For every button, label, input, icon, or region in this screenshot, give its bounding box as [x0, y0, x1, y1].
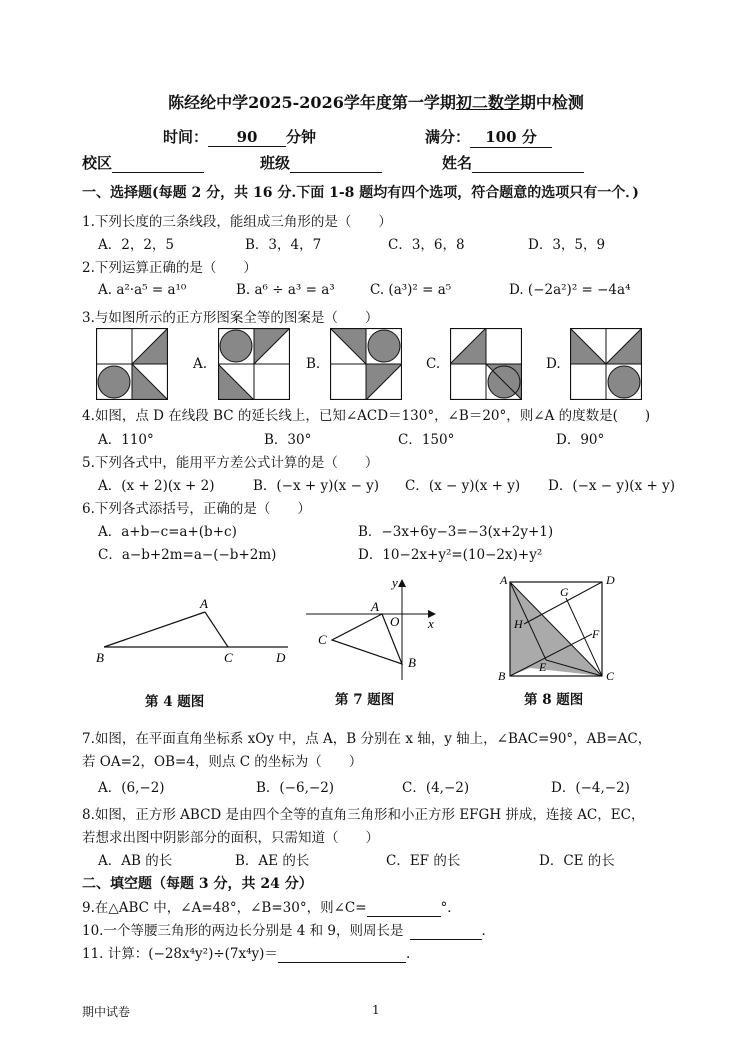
fig7-label-b: B	[408, 655, 416, 670]
fig7-label-o: O	[390, 614, 400, 629]
title-subject: 初二数学	[455, 93, 520, 112]
q3-option-d-figure	[570, 328, 642, 400]
score-info	[425, 126, 552, 148]
q8-stem-line1: 8.如图，正方形 ABCD 是由四个全等的直角三角形和小正方形 EFGH 拼成，连接 AC，EC，	[82, 807, 645, 823]
q8-option-a: A．AB 的长	[98, 853, 173, 869]
q3-option-b-figure	[330, 328, 402, 400]
fig8-label-a: A	[500, 573, 508, 587]
figure-q8-caption: 第 8 题图	[524, 692, 584, 708]
time-info	[163, 126, 316, 147]
fig8-label-e: E	[539, 660, 547, 674]
q8-option-c: C．EF 的长	[386, 853, 461, 869]
page-title	[0, 90, 752, 113]
q4-option-b: B．30°	[264, 432, 312, 448]
q5-option-c: C．(x − y)(x + y)	[405, 478, 521, 494]
q1-stem: 1.下列长度的三条线段，能组成三角形的是（ ）	[82, 214, 392, 230]
q1-option-a: A．2，2，5	[98, 237, 175, 253]
q11	[82, 942, 410, 963]
q5-stem: 5.下列各式中，能用平方差公式计算的是（ ）	[82, 455, 379, 471]
title-exam: 期中检测	[519, 93, 584, 112]
q10-text-end: ．	[481, 923, 496, 939]
title-school: 陈经纶中学2025-2026学年度第一学期	[168, 93, 456, 112]
fig4-label-c: C	[224, 650, 233, 665]
fig7-label-c: C	[318, 632, 327, 647]
q7-option-b: B．(−6,−2)	[256, 780, 335, 796]
q3-option-c-figure	[450, 328, 522, 400]
q11-text-end: .	[405, 946, 411, 962]
q7-option-c: C．(4,−2)	[402, 780, 470, 796]
fig8-label-f: F	[592, 627, 600, 641]
section1-heading: 一、选择题(每题 2 分，共 16 分.下面 1-8 题均有四个选项，符合题意的选项只有一个．)	[82, 185, 639, 201]
page-number: 1	[372, 1003, 380, 1017]
figure-q7-caption: 第 7 题图	[335, 692, 395, 708]
q6-stem: 6.下列各式添括号，正确的是（ ）	[82, 501, 311, 517]
q10-text: 10.一个等腰三角形的两边长分别是 4 和 9，则周长是	[82, 923, 404, 939]
q8-option-b: B．AE 的长	[235, 853, 310, 869]
q11-text: 11. 计算：(−28x⁴y²)÷(7x⁴y)＝	[82, 946, 278, 962]
q3-label-a: A.	[193, 356, 208, 372]
score-value: 100 分	[470, 126, 552, 148]
figure-q4-caption: 第 4 题图	[145, 694, 205, 710]
q10	[82, 919, 495, 940]
q3-original-square	[96, 328, 168, 400]
q8-stem-line2: 若想求出图中阴影部分的面积，只需知道（ ）	[82, 830, 379, 846]
section2-heading: 二、填空题（每题 3 分，共 24 分）	[82, 876, 313, 892]
class-field	[260, 152, 382, 173]
name-field	[442, 152, 584, 173]
time-unit: 分钟	[286, 128, 317, 146]
q4-stem: 4.如图，点 D 在线段 BC 的延长线上，已知∠ACD＝130°，∠B＝20°，则∠A 的度数是( )	[82, 408, 651, 424]
q9-text: 9.在△ABC 中，∠A=48°，∠B=30°，则∠C=	[82, 900, 367, 916]
q6-option-b: B．−3x+6y−3=−3(x+2y+1)	[358, 524, 554, 540]
figure-q8	[494, 572, 624, 684]
q6-option-a: A．a+b−c=a+(b+c)	[98, 524, 237, 540]
q4-option-d: D．90°	[556, 432, 605, 448]
q7-option-d: D．(−4,−2)	[551, 780, 630, 796]
name-label: 姓名	[442, 154, 473, 172]
q1-option-b: B．3，4，7	[245, 237, 322, 253]
fig8-label-h: H	[514, 617, 523, 631]
q3-label-d: D.	[546, 356, 561, 372]
fig8-label-b: B	[498, 669, 506, 683]
q11-answer-blank[interactable]	[278, 946, 406, 963]
q5-option-b: B．(−x + y)(x − y)	[253, 478, 380, 494]
q6-option-d: D．10−2x+y²=(10−2x)+y²	[358, 547, 543, 563]
q3-label-c: C.	[426, 356, 441, 372]
q5-option-d: D．(−x − y)(x + y)	[548, 478, 675, 494]
q3-option-a-figure	[218, 328, 290, 400]
q2-option-d: D. (−2a²)² = −4a⁴	[509, 282, 631, 298]
q3-stem: 3.与如图所示的正方形图案全等的图案是（ ）	[82, 310, 379, 326]
campus-label: 校区	[82, 154, 113, 172]
q7-option-a: A．(6,−2)	[98, 780, 165, 796]
class-label: 班级	[260, 154, 291, 172]
fig4-label-d: D	[276, 650, 286, 665]
q9-answer-blank[interactable]	[367, 900, 441, 917]
q2-stem: 2.下列运算正确的是（ ）	[82, 260, 257, 276]
q3-label-b: B.	[306, 356, 321, 372]
score-label: 满分：	[425, 128, 471, 146]
q7-stem-line2: 若 OA=2，OB=4，则点 C 的坐标为（ ）	[82, 754, 363, 770]
q6-option-c: C．a−b+2m=a−(−b+2m)	[98, 547, 277, 563]
fig8-label-g: G	[560, 585, 569, 599]
fig8-label-d: D	[606, 573, 615, 587]
q1-option-c: C．3，6，8	[388, 237, 465, 253]
fig8-label-c: C	[606, 669, 615, 683]
figure-q7	[300, 574, 450, 684]
q4-option-c: C．150°	[398, 432, 455, 448]
time-value: 90	[208, 128, 286, 147]
q2-option-b: B. a⁶ ÷ a³ = a³	[236, 282, 335, 298]
q5-option-a: A．(x + 2)(x + 2)	[98, 478, 215, 494]
q10-answer-blank[interactable]	[410, 923, 482, 940]
fig7-label-x: x	[428, 616, 434, 631]
fig4-label-a: A	[200, 596, 208, 611]
q9	[82, 896, 461, 917]
fig4-label-b: B	[96, 650, 104, 665]
q2-option-a: A. a²·a⁵ = a¹⁰	[98, 282, 187, 298]
time-label: 时间：	[163, 128, 209, 146]
q8-option-d: D．CE 的长	[539, 853, 615, 869]
q7-stem-line1: 7.如图，在平面直角坐标系 xOy 中，点 A，B 分别在 x 轴，y 轴上，∠BAC=90°，AB=AC，	[82, 731, 652, 747]
fig7-label-y: y	[392, 575, 398, 590]
campus-field	[82, 152, 204, 173]
figure-q4	[92, 592, 292, 672]
q1-option-d: D．3，5，9	[528, 237, 606, 253]
fig7-label-a: A	[371, 599, 379, 614]
q2-option-c: C. (a³)² = a⁵	[370, 282, 452, 298]
footer-label: 期中试卷	[82, 1005, 131, 1019]
q4-option-a: A．110°	[98, 432, 154, 448]
q9-text-end: °．	[440, 900, 461, 916]
